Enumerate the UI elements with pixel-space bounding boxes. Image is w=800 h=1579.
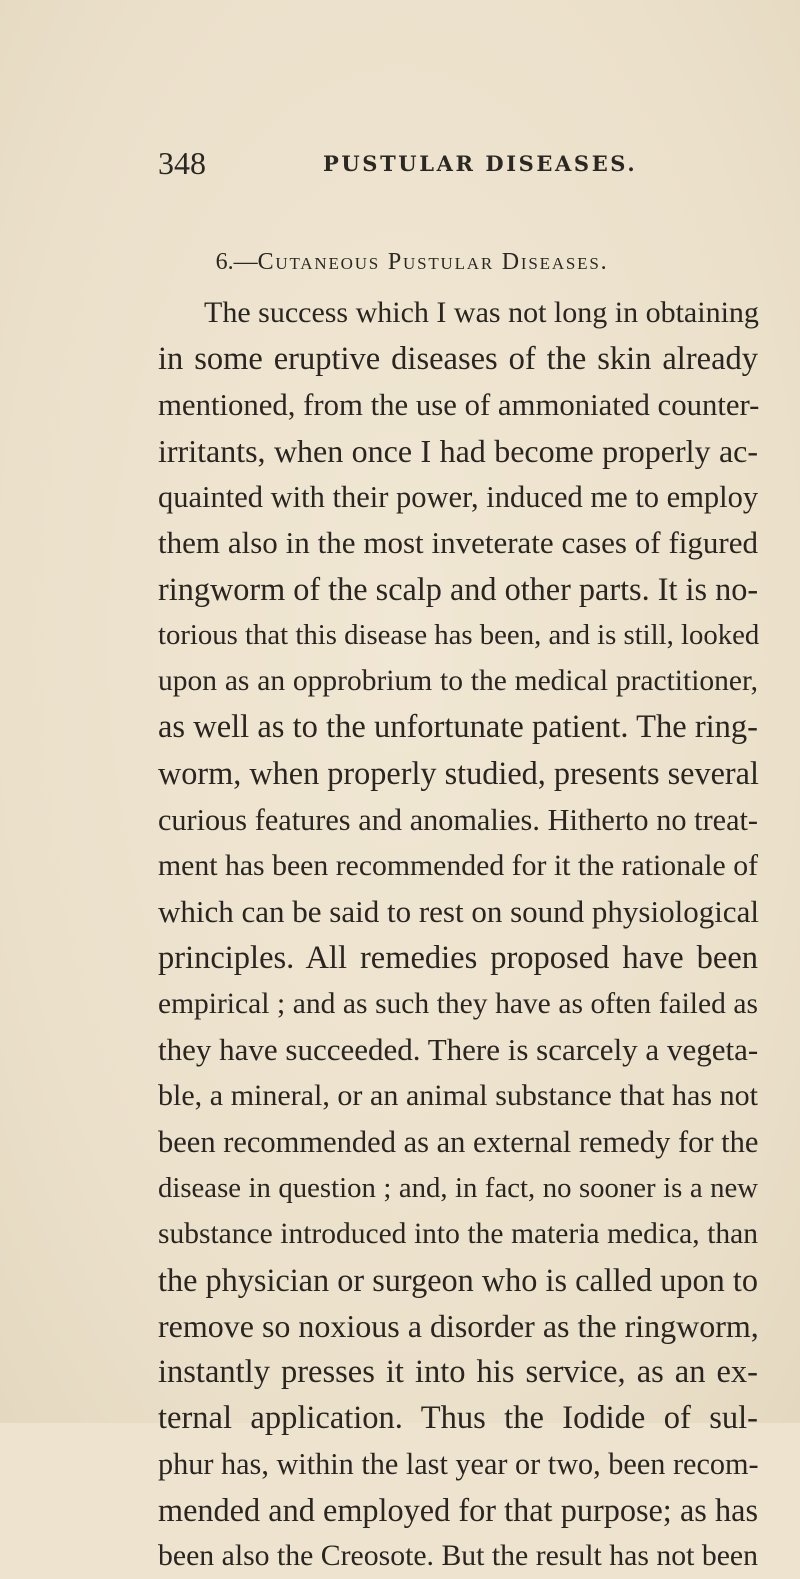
text-line: ble, a mineral, or an animal substance that has not bbox=[158, 1078, 758, 1112]
text-line: substance introduced into the materia medica, than bbox=[158, 1217, 758, 1250]
text-line: been recommended as an external remedy for the bbox=[158, 1124, 759, 1159]
text-line: instantly presses it into his service, as an ex- bbox=[158, 1354, 758, 1391]
page-header bbox=[0, 143, 800, 183]
text-line: empirical ; and as such they have as often failed as bbox=[158, 987, 758, 1020]
section-title bbox=[0, 245, 800, 279]
text-line: The success which I was not long in obtaining bbox=[204, 296, 759, 329]
page-number: 348 bbox=[158, 145, 206, 181]
text-line: they have succeeded. There is scarcely a vegeta- bbox=[158, 1031, 759, 1067]
text-line: ringworm of the scalp and other parts. It is no- bbox=[158, 571, 759, 608]
text-line: torious that this disease has been, and is still, looked bbox=[158, 619, 760, 652]
running-head: PUSTULAR DISEASES. bbox=[323, 151, 638, 176]
text-line: in some eruptive diseases of the skin already bbox=[158, 341, 758, 378]
text-line: irritants, when once I had become properly ac- bbox=[158, 433, 758, 470]
text-line: curious features and anomalies. Hitherto no treat- bbox=[158, 802, 758, 837]
text-line: quainted with their power, induced me to employ bbox=[158, 480, 759, 515]
section-title-text: Cutaneous Pustular Diseases. bbox=[257, 249, 609, 275]
text-line: worm, when properly studied, presents several bbox=[158, 755, 759, 792]
text-line: ternal application. Thus the Iodide of sul- bbox=[158, 1400, 758, 1437]
text-line: as well as to the unfortunate patient. The ring- bbox=[158, 709, 758, 746]
text-line: them also in the most inveterate cases of figured bbox=[158, 525, 758, 561]
text-line: mentioned, from the use of ammoniated counter- bbox=[158, 388, 760, 423]
text-line: disease in question ; and, in fact, no sooner is a new bbox=[158, 1171, 758, 1204]
text-line: principles. All remedies proposed have been bbox=[158, 939, 758, 976]
text-line: upon as an opprobrium to the medical practitioner, bbox=[158, 665, 758, 698]
body-text bbox=[158, 290, 758, 1579]
text-line: phur has, within the last year or two, been recom- bbox=[158, 1447, 759, 1482]
section-number: 6.— bbox=[215, 249, 258, 275]
text-line: the physician or surgeon who is called upon to bbox=[158, 1261, 758, 1298]
text-line: been also the Creosote. But the result has not been bbox=[158, 1539, 758, 1573]
text-line: ment has been recommended for it the rationale of bbox=[158, 848, 758, 882]
text-line: remove so noxious a disorder as the ringworm, bbox=[158, 1308, 759, 1345]
text-line: mended and employed for that purpose; as has bbox=[158, 1492, 758, 1529]
text-line: which can be said to rest on sound physiological bbox=[158, 893, 759, 929]
